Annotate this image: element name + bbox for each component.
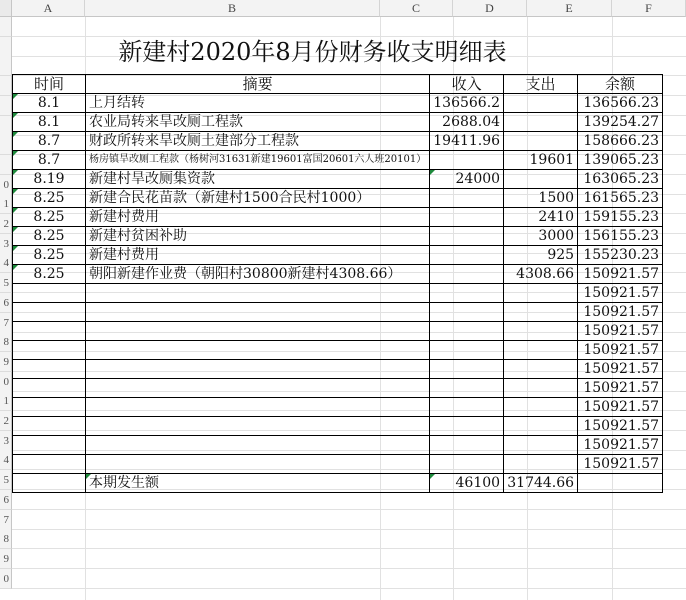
cell-balance-text: 150921.57: [583, 266, 660, 282]
cell-income-text: 19411.96: [433, 133, 501, 149]
cell-expense-text: 19601: [529, 152, 575, 168]
cell-income[interactable]: [430, 417, 504, 436]
cell-income[interactable]: [430, 284, 504, 303]
cell-expense-text: 1500: [538, 190, 575, 206]
table-header-row: [13, 75, 663, 94]
header-summary[interactable]: 摘要: [86, 75, 430, 94]
cell-expense[interactable]: [504, 398, 578, 417]
cell-time[interactable]: [13, 417, 86, 436]
table-row: [13, 265, 663, 284]
cell-summary[interactable]: [86, 436, 430, 455]
table-row: [13, 170, 663, 189]
row-number: 1: [3, 395, 9, 408]
cell-income-text: 2688.04: [442, 114, 501, 130]
table-row: [13, 132, 663, 151]
row-number: 5: [3, 277, 9, 290]
row-number: 9: [3, 355, 9, 368]
cell-income-text: 24000: [455, 171, 501, 187]
cell-balance[interactable]: [578, 113, 663, 132]
gridline: [12, 509, 686, 510]
cell-expense[interactable]: [504, 132, 578, 151]
cell-time[interactable]: [13, 455, 86, 474]
row-header[interactable]: [0, 194, 12, 214]
cell-income[interactable]: [430, 132, 504, 151]
cell-expense[interactable]: [504, 379, 578, 398]
cell-expense[interactable]: [504, 170, 578, 189]
cell-time[interactable]: [13, 341, 86, 360]
table-row: [13, 455, 663, 474]
cell-balance[interactable]: [578, 265, 663, 284]
cell-balance-text: 150921.57: [583, 418, 660, 434]
cell-balance[interactable]: [578, 474, 663, 493]
row-header[interactable]: [0, 234, 12, 254]
cell-expense[interactable]: [504, 208, 578, 227]
cell-income[interactable]: [430, 341, 504, 360]
cell-summary-text: 新建村贫困补助: [89, 228, 187, 244]
table-row: [13, 379, 663, 398]
cell-balance-text: 150921.57: [583, 361, 660, 377]
column-header[interactable]: F: [612, 0, 686, 17]
cell-income[interactable]: [430, 474, 504, 493]
cell-summary[interactable]: [86, 417, 430, 436]
cell-expense[interactable]: [504, 246, 578, 265]
row-number: 3: [3, 434, 9, 447]
row-header[interactable]: [0, 76, 12, 96]
header-expense[interactable]: 支出: [504, 75, 578, 94]
cell-expense[interactable]: [504, 284, 578, 303]
cell-balance-text: 155230.23: [583, 247, 660, 263]
row-number: 8: [3, 336, 9, 349]
cell-balance-text: 150921.57: [583, 437, 660, 453]
table-row: [13, 94, 663, 113]
table-row: [13, 436, 663, 455]
cell-income[interactable]: [430, 265, 504, 284]
row-header[interactable]: [0, 273, 12, 293]
cell-summary-text: 新建合民花苗款（新建村1500合民村1000）: [89, 190, 371, 206]
cell-income[interactable]: [430, 360, 504, 379]
row-header[interactable]: [0, 431, 12, 451]
cell-time[interactable]: [13, 94, 86, 113]
sheet-title[interactable]: 新建村2020年8月份财务收支明细表: [118, 38, 507, 66]
cell-balance[interactable]: [578, 208, 663, 227]
cell-time[interactable]: [13, 246, 86, 265]
cell-summary[interactable]: [86, 113, 430, 132]
cell-time[interactable]: [13, 284, 86, 303]
cell-expense-text: 3000: [538, 228, 575, 244]
cell-balance[interactable]: [578, 341, 663, 360]
table-row: [13, 151, 663, 170]
cell-summary[interactable]: [86, 322, 430, 341]
cell-summary[interactable]: [86, 246, 430, 265]
cell-balance-text: 139254.27: [583, 114, 660, 130]
cell-balance[interactable]: [578, 151, 663, 170]
cell-time-text: 8.25: [33, 190, 65, 206]
cell-expense[interactable]: [504, 455, 578, 474]
cell-summary[interactable]: [86, 265, 430, 284]
row-header[interactable]: [0, 470, 12, 490]
row-header[interactable]: [0, 549, 12, 569]
cell-marker-icon: [13, 208, 18, 213]
cell-balance-text: 150921.57: [583, 399, 660, 415]
select-all-corner[interactable]: [0, 0, 12, 17]
cell-time[interactable]: [13, 303, 86, 322]
cell-summary[interactable]: [86, 151, 430, 170]
table-row: [13, 417, 663, 436]
cell-balance-text: 150921.57: [583, 342, 660, 358]
cell-summary[interactable]: [86, 170, 430, 189]
cell-expense[interactable]: [504, 417, 578, 436]
row-number: 0: [3, 572, 9, 585]
cell-time-text: 8.25: [33, 266, 65, 282]
row-number: 8: [3, 533, 9, 546]
cell-time-text: 8.1: [37, 95, 61, 111]
cell-time[interactable]: [13, 208, 86, 227]
column-header[interactable]: C: [380, 0, 453, 17]
cell-income[interactable]: [430, 170, 504, 189]
cell-time-text: 8.7: [37, 133, 61, 149]
row-number: 6: [3, 296, 9, 309]
cell-income[interactable]: [430, 379, 504, 398]
table-row: [13, 227, 663, 246]
cell-time-text: 8.25: [33, 247, 65, 263]
table-row: [13, 303, 663, 322]
row-number: 3: [3, 237, 9, 250]
cell-time[interactable]: [13, 132, 86, 151]
cell-balance[interactable]: [578, 170, 663, 189]
cell-marker-icon: [430, 170, 435, 175]
column-header[interactable]: E: [527, 0, 612, 17]
cell-time-text: 8.7: [37, 152, 61, 168]
cell-income[interactable]: [430, 322, 504, 341]
row-header[interactable]: [0, 96, 12, 116]
cell-marker-icon: [13, 113, 18, 118]
table-row: [13, 113, 663, 132]
cell-summary-text: 农业局转来旱改厕工程款: [89, 114, 243, 130]
cell-balance[interactable]: [578, 436, 663, 455]
header-balance[interactable]: 余额: [578, 75, 663, 94]
cell-time[interactable]: [13, 379, 86, 398]
cell-summary-text: 本期发生额: [89, 475, 159, 491]
cell-balance[interactable]: [578, 417, 663, 436]
cell-marker-icon: [430, 474, 435, 479]
cell-expense[interactable]: [504, 360, 578, 379]
cell-summary[interactable]: [86, 360, 430, 379]
cell-balance-text: 139065.23: [583, 152, 660, 168]
cell-balance[interactable]: [578, 132, 663, 151]
row-header[interactable]: [0, 135, 12, 155]
row-number: 7: [3, 316, 9, 329]
cell-time[interactable]: [13, 189, 86, 208]
gridline: [12, 548, 686, 549]
cell-balance-text: 158666.23: [583, 133, 660, 149]
table-row: [13, 398, 663, 417]
cell-balance[interactable]: [578, 246, 663, 265]
cell-balance[interactable]: [578, 322, 663, 341]
gridline: [12, 588, 686, 589]
cell-expense[interactable]: [504, 151, 578, 170]
cell-expense-text: 2410: [538, 209, 575, 225]
cell-income[interactable]: [430, 208, 504, 227]
cell-balance-text: 159155.23: [583, 209, 660, 225]
cell-marker-icon: [13, 265, 18, 270]
cell-income-text: 136566.2: [433, 95, 501, 111]
cell-time[interactable]: [13, 398, 86, 417]
cell-balance-text: 161565.23: [583, 190, 660, 206]
row-header[interactable]: [0, 569, 12, 589]
row-header[interactable]: [0, 391, 12, 411]
cell-marker-icon: [13, 151, 18, 156]
row-number: 7: [3, 513, 9, 526]
cell-expense[interactable]: [504, 113, 578, 132]
cell-summary-text: 上月结转: [89, 95, 145, 111]
cell-summary[interactable]: [86, 284, 430, 303]
row-header[interactable]: [0, 116, 12, 136]
cell-balance-text: 136566.23: [583, 95, 660, 111]
cell-summary-text: 新建村旱改厕集资款: [89, 171, 215, 187]
cell-expense[interactable]: [504, 322, 578, 341]
cell-income[interactable]: [430, 436, 504, 455]
cell-income[interactable]: [430, 455, 504, 474]
finance-table: [12, 74, 663, 493]
cell-summary-text: 新建村费用: [89, 247, 159, 263]
cell-expense-text: 31744.66: [507, 475, 575, 491]
table-row: [13, 322, 663, 341]
cell-summary[interactable]: [86, 341, 430, 360]
row-header[interactable]: [0, 332, 12, 352]
cell-time[interactable]: [13, 151, 86, 170]
cell-time-text: 8.19: [33, 171, 65, 187]
cell-balance[interactable]: [578, 379, 663, 398]
cell-expense[interactable]: [504, 227, 578, 246]
row-number: 9: [3, 552, 9, 565]
cell-marker-icon: [13, 227, 18, 232]
cell-marker-icon: [86, 474, 91, 479]
cell-expense[interactable]: [504, 94, 578, 113]
cell-income[interactable]: [430, 113, 504, 132]
cell-balance-text: 150921.57: [583, 380, 660, 396]
cell-time-text: 8.25: [33, 228, 65, 244]
cell-marker-icon: [13, 246, 18, 251]
header-time[interactable]: 时间: [13, 75, 86, 94]
cell-time-text: 8.25: [33, 209, 65, 225]
table-row: [13, 208, 663, 227]
gridline: [12, 529, 686, 530]
cell-summary[interactable]: [86, 474, 430, 493]
cell-summary[interactable]: [86, 189, 430, 208]
cell-income[interactable]: [430, 303, 504, 322]
cell-income[interactable]: [430, 189, 504, 208]
column-header[interactable]: A: [12, 0, 85, 17]
cell-expense[interactable]: [504, 474, 578, 493]
cell-summary-text: 新建村费用: [89, 209, 159, 225]
cell-balance[interactable]: [578, 94, 663, 113]
cell-time[interactable]: [13, 474, 86, 493]
row-number: 5: [3, 474, 9, 487]
row-header[interactable]: [0, 37, 12, 57]
cell-marker-icon: [13, 94, 18, 99]
cell-expense-text: 4308.66: [516, 266, 575, 282]
cell-income[interactable]: [430, 227, 504, 246]
cell-balance[interactable]: [578, 284, 663, 303]
cell-balance-text: 163065.23: [583, 171, 660, 187]
cell-marker-icon: [13, 132, 18, 137]
cell-expense[interactable]: [504, 303, 578, 322]
row-header[interactable]: [0, 214, 12, 234]
cell-income[interactable]: [430, 94, 504, 113]
cell-summary[interactable]: [86, 303, 430, 322]
cell-income[interactable]: [430, 246, 504, 265]
row-number: 2: [3, 218, 9, 230]
table-row: [13, 246, 663, 265]
cell-expense[interactable]: [504, 436, 578, 455]
row-header[interactable]: [0, 510, 12, 530]
table-row: [13, 360, 663, 379]
row-number: 1: [3, 198, 9, 211]
cell-summary[interactable]: [86, 132, 430, 151]
cell-balance[interactable]: [578, 189, 663, 208]
cell-balance[interactable]: [578, 227, 663, 246]
cell-expense[interactable]: [504, 265, 578, 284]
row-header[interactable]: [0, 529, 12, 549]
cell-balance[interactable]: [578, 360, 663, 379]
cell-expense-text: 925: [547, 247, 575, 263]
cell-summary[interactable]: [86, 94, 430, 113]
cell-time[interactable]: [13, 227, 86, 246]
table-row: [13, 189, 663, 208]
column-header[interactable]: B: [85, 0, 380, 17]
gridline: [12, 568, 686, 569]
row-header[interactable]: [0, 175, 12, 195]
row-header[interactable]: [0, 450, 12, 470]
cell-summary[interactable]: [86, 398, 430, 417]
cell-summary-text: 朝阳新建作业费（朝阳村30800新建村4308.66）: [89, 266, 402, 282]
row-header[interactable]: [0, 293, 12, 313]
cell-balance[interactable]: [578, 303, 663, 322]
cell-marker-icon: [13, 189, 18, 194]
cell-marker-icon: [13, 170, 18, 175]
cell-balance[interactable]: [578, 455, 663, 474]
cell-summary[interactable]: [86, 227, 430, 246]
cell-summary[interactable]: [86, 379, 430, 398]
cell-balance[interactable]: [578, 398, 663, 417]
header-income[interactable]: 收入: [430, 75, 504, 94]
cell-time[interactable]: [13, 360, 86, 379]
cell-balance-text: 150921.57: [583, 285, 660, 301]
row-header[interactable]: [0, 352, 12, 372]
cell-summary-text: 财政所转来旱改厕土建部分工程款: [89, 133, 299, 149]
cell-balance-text: 156155.23: [583, 228, 660, 244]
cell-time-text: 8.1: [37, 114, 61, 130]
cell-balance-text: 150921.57: [583, 456, 660, 472]
cell-balance-text: 150921.57: [583, 304, 660, 320]
cell-time[interactable]: [13, 322, 86, 341]
row-header[interactable]: [0, 490, 12, 510]
row-header[interactable]: [0, 56, 12, 76]
cell-expense[interactable]: [504, 341, 578, 360]
row-number: 6: [3, 493, 9, 506]
row-number: 4: [3, 257, 9, 270]
row-header[interactable]: [0, 313, 12, 333]
row-number: 4: [3, 454, 9, 467]
cell-summary[interactable]: [86, 455, 430, 474]
row-header[interactable]: [0, 411, 12, 431]
cell-time[interactable]: [13, 170, 86, 189]
cell-summary[interactable]: [86, 208, 430, 227]
column-header[interactable]: D: [453, 0, 527, 17]
cell-time[interactable]: [13, 436, 86, 455]
row-header[interactable]: [0, 155, 12, 175]
row-header[interactable]: [0, 17, 12, 37]
table-row: [13, 341, 663, 360]
cell-income[interactable]: [430, 151, 504, 170]
cell-time[interactable]: [13, 265, 86, 284]
cell-summary-text: 杨房镇旱改厕工程款（杨树河31631新建19601富国20601六人班20101）: [89, 154, 427, 165]
cell-income-text: 46100: [455, 475, 501, 491]
cell-balance-text: 150921.57: [583, 323, 660, 339]
cell-income[interactable]: [430, 398, 504, 417]
row-header[interactable]: [0, 372, 12, 392]
cell-expense[interactable]: [504, 189, 578, 208]
table-row: [13, 474, 663, 493]
row-number: 2: [3, 415, 9, 427]
row-number: 0: [3, 178, 9, 191]
row-header[interactable]: [0, 253, 12, 273]
cell-time[interactable]: [13, 113, 86, 132]
row-number: 0: [3, 375, 9, 388]
table-row: [13, 284, 663, 303]
